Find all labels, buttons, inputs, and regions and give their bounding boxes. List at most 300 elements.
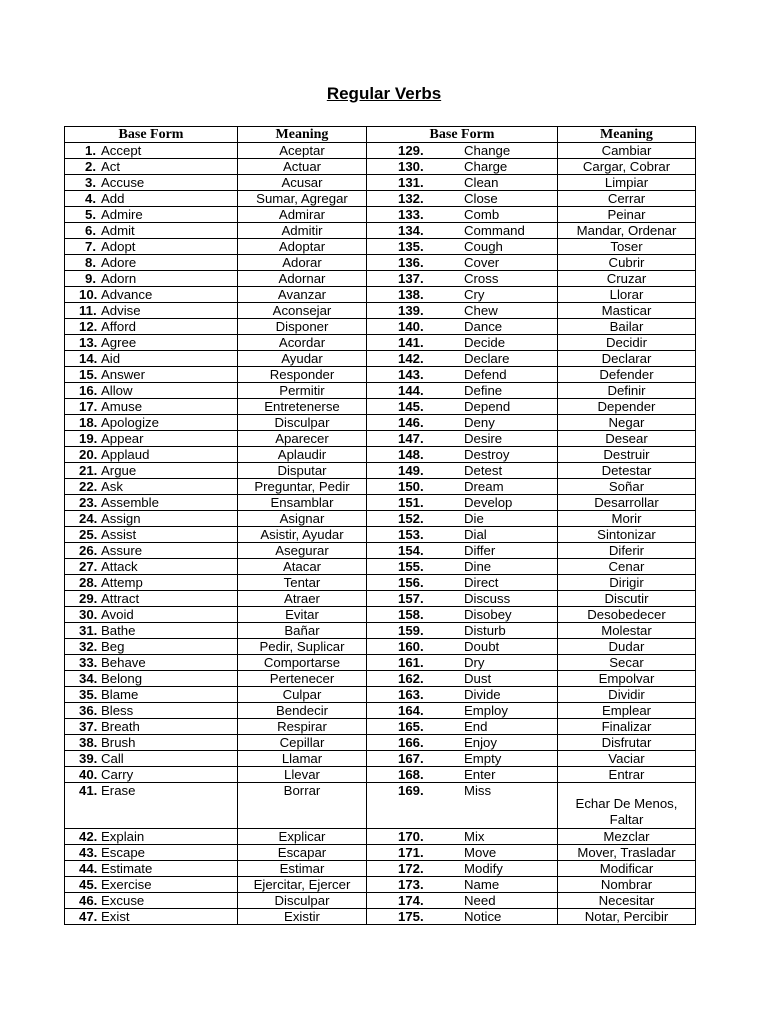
base-form-cell bbox=[65, 767, 238, 783]
base-form-cell bbox=[367, 893, 558, 909]
base-form-cell bbox=[65, 287, 238, 303]
verb-meaning: Nombrar bbox=[558, 877, 696, 893]
base-form-cell bbox=[367, 319, 558, 335]
table-row bbox=[65, 527, 696, 543]
verb-base-form: Avoid bbox=[101, 607, 134, 622]
verb-number: 38. bbox=[79, 735, 98, 750]
verb-meaning: Aceptar bbox=[238, 143, 367, 159]
verb-meaning: Adorar bbox=[238, 255, 367, 271]
base-form-cell bbox=[367, 543, 558, 559]
verb-base-form: Adopt bbox=[101, 239, 136, 254]
verb-meaning: Dirigir bbox=[558, 575, 696, 591]
verb-meaning: Llevar bbox=[238, 767, 367, 783]
verb-base-form: Deny bbox=[464, 415, 495, 430]
verb-meaning: Adornar bbox=[238, 271, 367, 287]
verb-base-form: Applaud bbox=[101, 447, 150, 462]
verb-meaning: Echar De Menos, Faltar bbox=[558, 783, 696, 829]
base-form-cell bbox=[65, 845, 238, 861]
base-form-cell bbox=[367, 159, 558, 175]
header-base-form-right: Base Form bbox=[367, 127, 558, 143]
verb-number: 27. bbox=[79, 559, 98, 574]
base-form-cell bbox=[367, 271, 558, 287]
base-form-cell bbox=[65, 383, 238, 399]
verb-number: 172. bbox=[398, 861, 424, 876]
table-row bbox=[65, 399, 696, 415]
verb-base-form: Assign bbox=[101, 511, 141, 526]
table-row bbox=[65, 751, 696, 767]
base-form-cell bbox=[367, 207, 558, 223]
verb-number: 150. bbox=[398, 479, 424, 494]
verb-number: 175. bbox=[398, 909, 424, 924]
verb-number: 18. bbox=[79, 415, 98, 430]
verb-meaning: Ensamblar bbox=[238, 495, 367, 511]
verb-base-form: Admit bbox=[101, 223, 135, 238]
verb-meaning: Respirar bbox=[238, 719, 367, 735]
verb-meaning: Desear bbox=[558, 431, 696, 447]
verb-number: 24. bbox=[79, 511, 98, 526]
header-meaning-right: Meaning bbox=[558, 127, 696, 143]
verb-number: 149. bbox=[398, 463, 424, 478]
verb-base-form: Attemp bbox=[101, 575, 143, 590]
base-form-cell bbox=[367, 845, 558, 861]
verb-base-form: Excuse bbox=[101, 893, 145, 908]
verb-base-form: Assemble bbox=[101, 495, 159, 510]
table-row bbox=[65, 543, 696, 559]
verb-number: 140. bbox=[398, 319, 424, 334]
verb-meaning: Molestar bbox=[558, 623, 696, 639]
header-base-form-left: Base Form bbox=[65, 127, 238, 143]
verb-meaning: Bailar bbox=[558, 319, 696, 335]
verb-number: 1. bbox=[85, 143, 96, 158]
verb-number: 132. bbox=[398, 191, 424, 206]
base-form-cell bbox=[367, 687, 558, 703]
verb-number: 5. bbox=[85, 207, 96, 222]
verb-base-form: Charge bbox=[464, 159, 508, 174]
table-row bbox=[65, 735, 696, 751]
verb-number: 170. bbox=[398, 829, 424, 844]
verb-base-form: Decide bbox=[464, 335, 506, 350]
verb-number: 171. bbox=[398, 845, 424, 860]
base-form-cell bbox=[367, 223, 558, 239]
base-form-cell bbox=[65, 239, 238, 255]
verb-meaning: Finalizar bbox=[558, 719, 696, 735]
verb-meaning: Cerrar bbox=[558, 191, 696, 207]
verb-number: 131. bbox=[398, 175, 424, 190]
verb-number: 46. bbox=[79, 893, 98, 908]
verb-number: 39. bbox=[79, 751, 98, 766]
table-row bbox=[65, 655, 696, 671]
base-form-cell bbox=[65, 543, 238, 559]
base-form-cell bbox=[65, 671, 238, 687]
base-form-cell bbox=[65, 687, 238, 703]
verb-meaning: Dudar bbox=[558, 639, 696, 655]
table-row bbox=[65, 607, 696, 623]
base-form-cell bbox=[65, 591, 238, 607]
verb-number: 6. bbox=[85, 223, 96, 238]
verb-number: 146. bbox=[398, 415, 424, 430]
verb-number: 44. bbox=[79, 861, 98, 876]
verb-base-form: Detest bbox=[464, 463, 503, 478]
base-form-cell bbox=[65, 607, 238, 623]
verb-meaning: Disfrutar bbox=[558, 735, 696, 751]
verb-number: 165. bbox=[398, 719, 424, 734]
verb-number: 34. bbox=[79, 671, 98, 686]
base-form-cell bbox=[367, 655, 558, 671]
base-form-cell bbox=[65, 909, 238, 925]
verb-base-form: Chew bbox=[464, 303, 498, 318]
base-form-cell bbox=[367, 719, 558, 735]
verb-number: 2. bbox=[85, 159, 96, 174]
verb-meaning: Adoptar bbox=[238, 239, 367, 255]
base-form-cell bbox=[65, 893, 238, 909]
verb-meaning: Estimar bbox=[238, 861, 367, 877]
verb-number: 16. bbox=[79, 383, 98, 398]
table-row bbox=[65, 783, 696, 829]
table-row bbox=[65, 239, 696, 255]
verb-number: 9. bbox=[85, 271, 96, 286]
base-form-cell bbox=[367, 143, 558, 159]
verb-number: 26. bbox=[79, 543, 98, 558]
verb-base-form: Need bbox=[464, 893, 496, 908]
verb-meaning: Notar, Percibir bbox=[558, 909, 696, 925]
verbs-table bbox=[64, 126, 696, 925]
verb-base-form: Explain bbox=[101, 829, 145, 844]
base-form-cell bbox=[65, 223, 238, 239]
table-row bbox=[65, 319, 696, 335]
verb-meaning: Tentar bbox=[238, 575, 367, 591]
table-row bbox=[65, 495, 696, 511]
verb-meaning: Cargar, Cobrar bbox=[558, 159, 696, 175]
verb-meaning: Comportarse bbox=[238, 655, 367, 671]
verb-number: 139. bbox=[398, 303, 424, 318]
base-form-cell bbox=[65, 639, 238, 655]
table-row bbox=[65, 877, 696, 893]
verb-base-form: Modify bbox=[464, 861, 503, 876]
base-form-cell bbox=[65, 877, 238, 893]
verb-number: 167. bbox=[398, 751, 424, 766]
verb-meaning: Peinar bbox=[558, 207, 696, 223]
verb-base-form: Mix bbox=[464, 829, 485, 844]
table-row bbox=[65, 383, 696, 399]
verb-meaning: Borrar bbox=[238, 783, 367, 829]
base-form-cell bbox=[65, 623, 238, 639]
verb-meaning: Diferir bbox=[558, 543, 696, 559]
verb-number: 142. bbox=[398, 351, 424, 366]
verb-number: 145. bbox=[398, 399, 424, 414]
verb-base-form: Declare bbox=[464, 351, 510, 366]
verb-number: 148. bbox=[398, 447, 424, 462]
header-meaning-left: Meaning bbox=[238, 127, 367, 143]
table-row bbox=[65, 703, 696, 719]
table-row bbox=[65, 511, 696, 527]
table-row bbox=[65, 159, 696, 175]
verb-base-form: Notice bbox=[464, 909, 502, 924]
verb-number: 19. bbox=[79, 431, 98, 446]
verb-meaning: Entretenerse bbox=[238, 399, 367, 415]
table-row bbox=[65, 271, 696, 287]
verb-meaning: Limpiar bbox=[558, 175, 696, 191]
base-form-cell bbox=[65, 367, 238, 383]
verb-meaning: Sumar, Agregar bbox=[238, 191, 367, 207]
verb-meaning: Existir bbox=[238, 909, 367, 925]
verb-number: 136. bbox=[398, 255, 424, 270]
verb-number: 129. bbox=[398, 143, 424, 158]
verb-base-form: Dine bbox=[464, 559, 492, 574]
verb-base-form: Escape bbox=[101, 845, 145, 860]
verb-number: 14. bbox=[79, 351, 98, 366]
base-form-cell bbox=[65, 575, 238, 591]
verb-base-form: Add bbox=[101, 191, 125, 206]
verb-meaning: Mover, Trasladar bbox=[558, 845, 696, 861]
base-form-cell bbox=[367, 239, 558, 255]
verb-meaning: Vaciar bbox=[558, 751, 696, 767]
base-form-cell bbox=[367, 255, 558, 271]
table-row bbox=[65, 223, 696, 239]
table-row bbox=[65, 351, 696, 367]
base-form-cell bbox=[367, 639, 558, 655]
verb-number: 37. bbox=[79, 719, 98, 734]
base-form-cell bbox=[367, 527, 558, 543]
verb-number: 158. bbox=[398, 607, 424, 622]
verb-meaning: Actuar bbox=[238, 159, 367, 175]
verb-base-form: Die bbox=[464, 511, 484, 526]
base-form-cell bbox=[367, 447, 558, 463]
verb-number: 147. bbox=[398, 431, 424, 446]
verb-meaning: Soñar bbox=[558, 479, 696, 495]
verb-base-form: Defend bbox=[464, 367, 507, 382]
table-row bbox=[65, 861, 696, 877]
base-form-cell bbox=[65, 399, 238, 415]
verb-base-form: Adore bbox=[101, 255, 137, 270]
verb-number: 133. bbox=[398, 207, 424, 222]
verb-meaning: Toser bbox=[558, 239, 696, 255]
verb-meaning: Permitir bbox=[238, 383, 367, 399]
verb-number: 156. bbox=[398, 575, 424, 590]
table-row bbox=[65, 303, 696, 319]
verb-meaning: Empolvar bbox=[558, 671, 696, 687]
verb-meaning: Aparecer bbox=[238, 431, 367, 447]
verb-meaning: Necesitar bbox=[558, 893, 696, 909]
verb-number: 151. bbox=[398, 495, 424, 510]
verb-base-form: Empty bbox=[464, 751, 502, 766]
verb-number: 174. bbox=[398, 893, 424, 908]
verb-meaning: Destruir bbox=[558, 447, 696, 463]
verb-base-form: Doubt bbox=[464, 639, 500, 654]
verb-number: 43. bbox=[79, 845, 98, 860]
verb-number: 33. bbox=[79, 655, 98, 670]
verb-meaning: Disponer bbox=[238, 319, 367, 335]
verb-number: 143. bbox=[398, 367, 424, 382]
verb-meaning: Declarar bbox=[558, 351, 696, 367]
verb-base-form: Dream bbox=[464, 479, 504, 494]
verb-number: 137. bbox=[398, 271, 424, 286]
page-title: Regular Verbs bbox=[326, 84, 442, 103]
table-row bbox=[65, 255, 696, 271]
verb-base-form: Command bbox=[464, 223, 525, 238]
verb-meaning: Admitir bbox=[238, 223, 367, 239]
table-row bbox=[65, 431, 696, 447]
verb-number: 10. bbox=[79, 287, 98, 302]
base-form-cell bbox=[65, 303, 238, 319]
verb-number: 3. bbox=[85, 175, 96, 190]
table-row bbox=[65, 367, 696, 383]
table-row bbox=[65, 175, 696, 191]
verb-meaning: Mezclar bbox=[558, 829, 696, 845]
verb-base-form: Accept bbox=[101, 143, 142, 158]
verb-base-form: Exist bbox=[101, 909, 130, 924]
verb-number: 32. bbox=[79, 639, 98, 654]
verb-base-form: Accuse bbox=[101, 175, 145, 190]
base-form-cell bbox=[367, 591, 558, 607]
base-form-cell bbox=[367, 735, 558, 751]
verb-meaning: Admirar bbox=[238, 207, 367, 223]
base-form-cell bbox=[367, 335, 558, 351]
verb-base-form: Close bbox=[464, 191, 498, 206]
table-row bbox=[65, 559, 696, 575]
base-form-cell bbox=[65, 783, 238, 829]
base-form-cell bbox=[367, 703, 558, 719]
table-row bbox=[65, 719, 696, 735]
verb-base-form: Attack bbox=[101, 559, 138, 574]
base-form-cell bbox=[367, 399, 558, 415]
base-form-cell bbox=[65, 319, 238, 335]
verb-base-form: Dial bbox=[464, 527, 487, 542]
verb-number: 173. bbox=[398, 877, 424, 892]
base-form-cell bbox=[367, 767, 558, 783]
verb-number: 31. bbox=[79, 623, 98, 638]
verb-meaning: Escapar bbox=[238, 845, 367, 861]
base-form-cell bbox=[65, 207, 238, 223]
base-form-cell bbox=[367, 623, 558, 639]
table-row bbox=[65, 143, 696, 159]
verb-number: 11. bbox=[79, 303, 97, 318]
verb-meaning: Asignar bbox=[238, 511, 367, 527]
base-form-cell bbox=[65, 479, 238, 495]
verb-base-form: Attract bbox=[101, 591, 140, 606]
table-row bbox=[65, 893, 696, 909]
table-row bbox=[65, 287, 696, 303]
verb-number: 157. bbox=[398, 591, 424, 606]
verb-base-form: Erase bbox=[101, 783, 136, 798]
base-form-cell bbox=[65, 511, 238, 527]
verb-base-form: Dust bbox=[464, 671, 492, 686]
verb-base-form: Cry bbox=[464, 287, 485, 302]
verb-meaning: Modificar bbox=[558, 861, 696, 877]
verb-number: 134. bbox=[398, 223, 424, 238]
verb-base-form: Divide bbox=[464, 687, 501, 702]
verb-number: 164. bbox=[398, 703, 424, 718]
verb-base-form: Disturb bbox=[464, 623, 506, 638]
base-form-cell bbox=[367, 829, 558, 845]
base-form-cell bbox=[65, 335, 238, 351]
verb-base-form: Beg bbox=[101, 639, 125, 654]
verb-number: 152. bbox=[398, 511, 424, 526]
base-form-cell bbox=[367, 431, 558, 447]
verb-number: 160. bbox=[398, 639, 424, 654]
base-form-cell bbox=[367, 671, 558, 687]
base-form-cell bbox=[65, 703, 238, 719]
verb-base-form: Name bbox=[464, 877, 500, 892]
base-form-cell bbox=[65, 159, 238, 175]
base-form-cell bbox=[367, 559, 558, 575]
verb-meaning: Desobedecer bbox=[558, 607, 696, 623]
base-form-cell bbox=[65, 829, 238, 845]
base-form-cell bbox=[65, 735, 238, 751]
verb-number: 21. bbox=[79, 463, 98, 478]
verb-meaning: Atacar bbox=[238, 559, 367, 575]
verb-number: 8. bbox=[85, 255, 96, 270]
verb-base-form: Change bbox=[464, 143, 511, 158]
verb-base-form: Differ bbox=[464, 543, 496, 558]
base-form-cell bbox=[367, 751, 558, 767]
verb-meaning: Disculpar bbox=[238, 415, 367, 431]
verb-base-form: Advise bbox=[101, 303, 141, 318]
verb-meaning: Aplaudir bbox=[238, 447, 367, 463]
verb-base-form: Carry bbox=[101, 767, 134, 782]
verb-base-form: Enter bbox=[464, 767, 496, 782]
verb-number: 141. bbox=[398, 335, 424, 350]
verb-base-form: Cross bbox=[464, 271, 499, 286]
table-row bbox=[65, 591, 696, 607]
verb-number: 47. bbox=[79, 909, 98, 924]
verb-number: 15. bbox=[79, 367, 98, 382]
verb-base-form: Act bbox=[101, 159, 121, 174]
verb-number: 162. bbox=[398, 671, 424, 686]
base-form-cell bbox=[65, 655, 238, 671]
verb-base-form: Exercise bbox=[101, 877, 152, 892]
table-row bbox=[65, 207, 696, 223]
verb-base-form: End bbox=[464, 719, 488, 734]
verb-meaning: Avanzar bbox=[238, 287, 367, 303]
verb-base-form: Dance bbox=[464, 319, 503, 334]
base-form-cell bbox=[65, 463, 238, 479]
verb-meaning: Llorar bbox=[558, 287, 696, 303]
verb-meaning: Discutir bbox=[558, 591, 696, 607]
verb-meaning: Evitar bbox=[238, 607, 367, 623]
verb-base-form: Clean bbox=[464, 175, 499, 190]
verb-meaning: Responder bbox=[238, 367, 367, 383]
verb-meaning: Emplear bbox=[558, 703, 696, 719]
verb-base-form: Blame bbox=[101, 687, 139, 702]
base-form-cell bbox=[65, 447, 238, 463]
verb-number: 135. bbox=[398, 239, 424, 254]
table-row bbox=[65, 479, 696, 495]
table-row bbox=[65, 639, 696, 655]
verb-base-form: Behave bbox=[101, 655, 146, 670]
verb-base-form: Disobey bbox=[464, 607, 512, 622]
verb-number: 17. bbox=[79, 399, 98, 414]
base-form-cell bbox=[65, 175, 238, 191]
verb-number: 7. bbox=[85, 239, 96, 254]
verb-base-form: Argue bbox=[101, 463, 137, 478]
verb-meaning: Dividir bbox=[558, 687, 696, 703]
verb-base-form: Bathe bbox=[101, 623, 136, 638]
verb-base-form: Move bbox=[464, 845, 497, 860]
verb-meaning: Bendecir bbox=[238, 703, 367, 719]
verb-meaning: Cruzar bbox=[558, 271, 696, 287]
verb-number: 36. bbox=[79, 703, 98, 718]
verb-number: 41. bbox=[79, 783, 98, 798]
verb-meaning: Detestar bbox=[558, 463, 696, 479]
verb-base-form: Call bbox=[101, 751, 124, 766]
verb-meaning: Explicar bbox=[238, 829, 367, 845]
verb-base-form: Direct bbox=[464, 575, 499, 590]
verb-meaning: Secar bbox=[558, 655, 696, 671]
verb-base-form: Advance bbox=[101, 287, 153, 302]
verb-base-form: Admire bbox=[101, 207, 143, 222]
verb-number: 166. bbox=[398, 735, 424, 750]
verb-base-form: Depend bbox=[464, 399, 511, 414]
